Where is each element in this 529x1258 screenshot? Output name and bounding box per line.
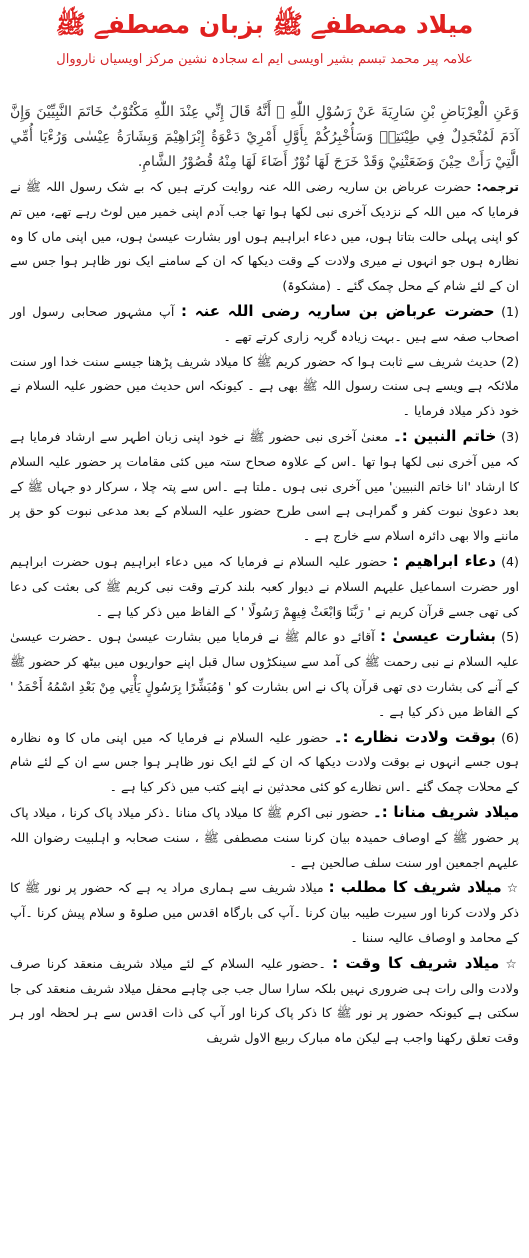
section-number: (4)	[501, 553, 519, 569]
section-heading: بوقت ولادت نظارے :۔	[333, 727, 496, 746]
section-milad-matlab	[10, 875, 519, 950]
section-3	[10, 424, 519, 549]
section-number: (6)	[501, 729, 519, 745]
section-2	[10, 350, 519, 424]
section-text: حضور علیہ السلام نے فرمایا کہ میں دعاء ابراہیم ہوں حضرت ابراہیم اور حضرت اسماعیل علیہم السلام نے دیوار کعبہ بلند کرتے وقت نبی کریم ﷺ کی بعثت کی دعا کی تھی جسے قرآن کریم نے ' رَبَّنَا وَابْعَثْ فِيهِمْ رَسُولًا ' کے الفاظ میں ذکر کیا ہے ۔	[10, 553, 519, 619]
author-line: علامہ پیر محمد تبسم بشیر اویسی ایم اے سجادہ نشین مرکز اویسیاں نارووال	[56, 52, 473, 67]
section-heading: میلاد شریف کا وقت :	[332, 953, 500, 972]
section-heading: میلاد شریف کا مطلب :	[328, 878, 502, 897]
section-number: (2)	[501, 353, 519, 369]
section-5	[10, 624, 519, 724]
section-heading: خاتم النبین :۔	[392, 426, 497, 445]
section-text: آقائے دو عالم ﷺ نے فرمایا میں بشارت عیسیٰ ہوں ۔حضرت عیسیٰ علیہ السلام نے نبی رحمت ﷺ کی آمد سے سینکڑوں سال قبل اپنے حواریوں میں بیٹھ کر حضور ﷺ کے آنے کی بشارت دی تھی قرآن پاک نے اس بشارت کو ' وَمُبَشِّرًا بِرَسُولٍ يَأْتِي مِنْ بَعْدِ اسْمُهُ أَحْمَدُ ' کے الفاظ میں ذکر کیا ہے ۔	[10, 629, 519, 719]
hadith-arabic: وَعَنِ الْعِرْبَاضِ بْنِ سَارِيَةَ عَنْ رَسُوْلِ اللّٰهِ ﷺ أَنَّهُ قَالَ إِنِّي عِنْدَ اللّٰهِ مَكْتُوْبٌ خَاتَمَ النَّبِيِّيْنَ وَإِنَّ آدَمَ لَمُنْجَدِلٌ فِي طِيْنَتِهٖ وَسَأُخْبِرُكُمْ بِأَوَّلِ أَمْرِيْ دَعْوَةُ إِبْرَاهِيْمَ وَبِشَارَةُ عِيْسٰى وَرُءْيَا أُمِّي الَّتِيْ رَأَتْ حِيْنَ وَضَعَتْنِيْ وَقَدْ خَرَجَ لَهَا نُوْرٌ أَضَاءَ لَهَا مِنْهُ قُصُوْرُ الشَّامِ.	[10, 104, 519, 170]
section-heading: بشارت عیسیٰ :	[379, 627, 496, 646]
section-text: حضور نبی اکرم ﷺ کا میلاد پاک منانا ۔ذکر میلاد پاک کرنا ، میلاد پاک پر حضور ﷺ کے اوصاف حمیدہ بیان کرنا سنت مصطفی ﷺ ، سنت صحابہ و اہلبیت رضوان اللہ علیہم اجمعین اور سنت سلف صالحین ہے ۔	[10, 804, 519, 870]
section-text: میلاد شریف سے ہماری مراد یہ ہے کہ حضور پر نور ﷺ کا ذکر ولادت کرنا اور سیرت طیبہ بیان کرنا ۔آپ کی بارگاہ اقدس میں صلوۃ و سلام پیش کرنا ۔آپ کے محامد و اوصاف عالیہ سننا ۔	[10, 880, 519, 945]
section-text: آپ مشہور صحابی رسول اور اصحاب صفہ سے ہیں ۔بہت زیادہ گریہ زاری کرتے تھے ۔	[10, 303, 519, 344]
hadith-translation	[10, 175, 519, 299]
section-4	[10, 549, 519, 624]
section-heading: حضرت عرباض بن ساریہ رضی اللہ عنہ :	[180, 301, 495, 320]
section-milad-waqt	[10, 951, 519, 1051]
section-text: معنیٰ آخری نبی حضور ﷺ نے خود اپنی زبان اطہر سے ارشاد فرمایا ہے کہ میں آخری نبی لکھا ہوا تھا ۔اس کے علاوہ صحاح ستہ میں کئی مقامات پر حضور علیہ السلام کا ارشاد 'انا خاتم النبیین' میں آخری نبی ہوں ۔ملتا ہے ۔اس سے پتہ چلا ، سرکار دو جہاں ﷺ کے بعد دعویٰ نبوت کفر و گمراہی ہے اسی طرح حضور علیہ السلام کے بعد مدعی نبوت کو حق پر ماننے والا بھی دائرہ اسلام سے خارج ہے ۔	[10, 428, 519, 544]
star-icon: ☆	[505, 955, 519, 971]
section-milad-manana	[10, 800, 519, 875]
section-number: (1)	[501, 303, 519, 319]
section-number: (3)	[501, 428, 520, 444]
section-text: حدیث شریف سے ثابت ہوا کہ حضور کریم ﷺ کا میلاد شریف پڑھنا جیسے سنت خدا اور سنت ملائکہ ہے ویسے ہی سنت رسول اللہ ﷺ بھی ہے ۔ کیونکہ اس حدیث میں حضور علیہ السلام نے خود ذکر میلاد فرمایا ۔	[10, 353, 519, 419]
section-heading: میلاد شریف منانا :۔	[373, 802, 519, 821]
section-number: (5)	[501, 629, 519, 645]
section-heading: دعاء ابراھیم :	[392, 551, 496, 570]
translation-text: حضرت عرباض بن ساریہ رضی اللہ عنہ روایت کرتے ہیں کہ بے شک رسول اللہ ﷺ نے فرمایا کہ میں اللہ کے نزدیک آخری نبی لکھا ہوا تھا جب آدم اپنی خمیر میں لوٹ رہے تھے، میں تم کو اپنی پہلی حالت بتاتا ہوں، میں دعاء ابراہیم ہوں اور بشارت عیسیٰ ہوں، میں اپنی ماں کا وہ نظارہ ہوں جو انہوں نے میری ولادت کے وقت دیکھا کہ ان کے سامنے ایک نور ظاہر ہوا جس سے ان کے لئے شام کے محل چمک گئے ۔ (مشکوۃ)	[10, 179, 519, 294]
section-6	[10, 725, 519, 800]
section-text: ۔حضور علیہ السلام کے لئے میلاد شریف منعقد کرنا صرف ولادت والی رات ہی ضروری نہیں بلکہ سارا سال جب جی چاہے محفل میلاد شریف منعقد کی جا سکتی ہے کیونکہ حضور پر نور ﷺ کا ذکر پاک کرنا اور آپ کی ذات اقدس سے ہر لحظہ اور ہر وقت تعلق رکھنا واجب ہے لیکن ماہ مبارک ربیع الاول شریف	[10, 955, 519, 1046]
section-text: حضور علیہ السلام نے فرمایا کہ میں اپنی ماں کا وہ نظارہ ہوں جسے انہوں نے بوقت ولادت دیکھا کہ ان کے لئے ایک نور ظاہر ہوا جس سے ان کے لئے شام کے محلات چمک گئے ۔اس نظارے کو کئی محدثین نے اپنے کتب میں ذکر کیا ہے ۔	[10, 729, 519, 795]
translation-label: ترجمہ:	[476, 179, 520, 194]
section-1	[10, 299, 519, 350]
star-icon: ☆	[506, 880, 519, 896]
page-title: میلاد مصطفے ﷺ بزبان مصطفے ﷺ	[55, 10, 474, 39]
